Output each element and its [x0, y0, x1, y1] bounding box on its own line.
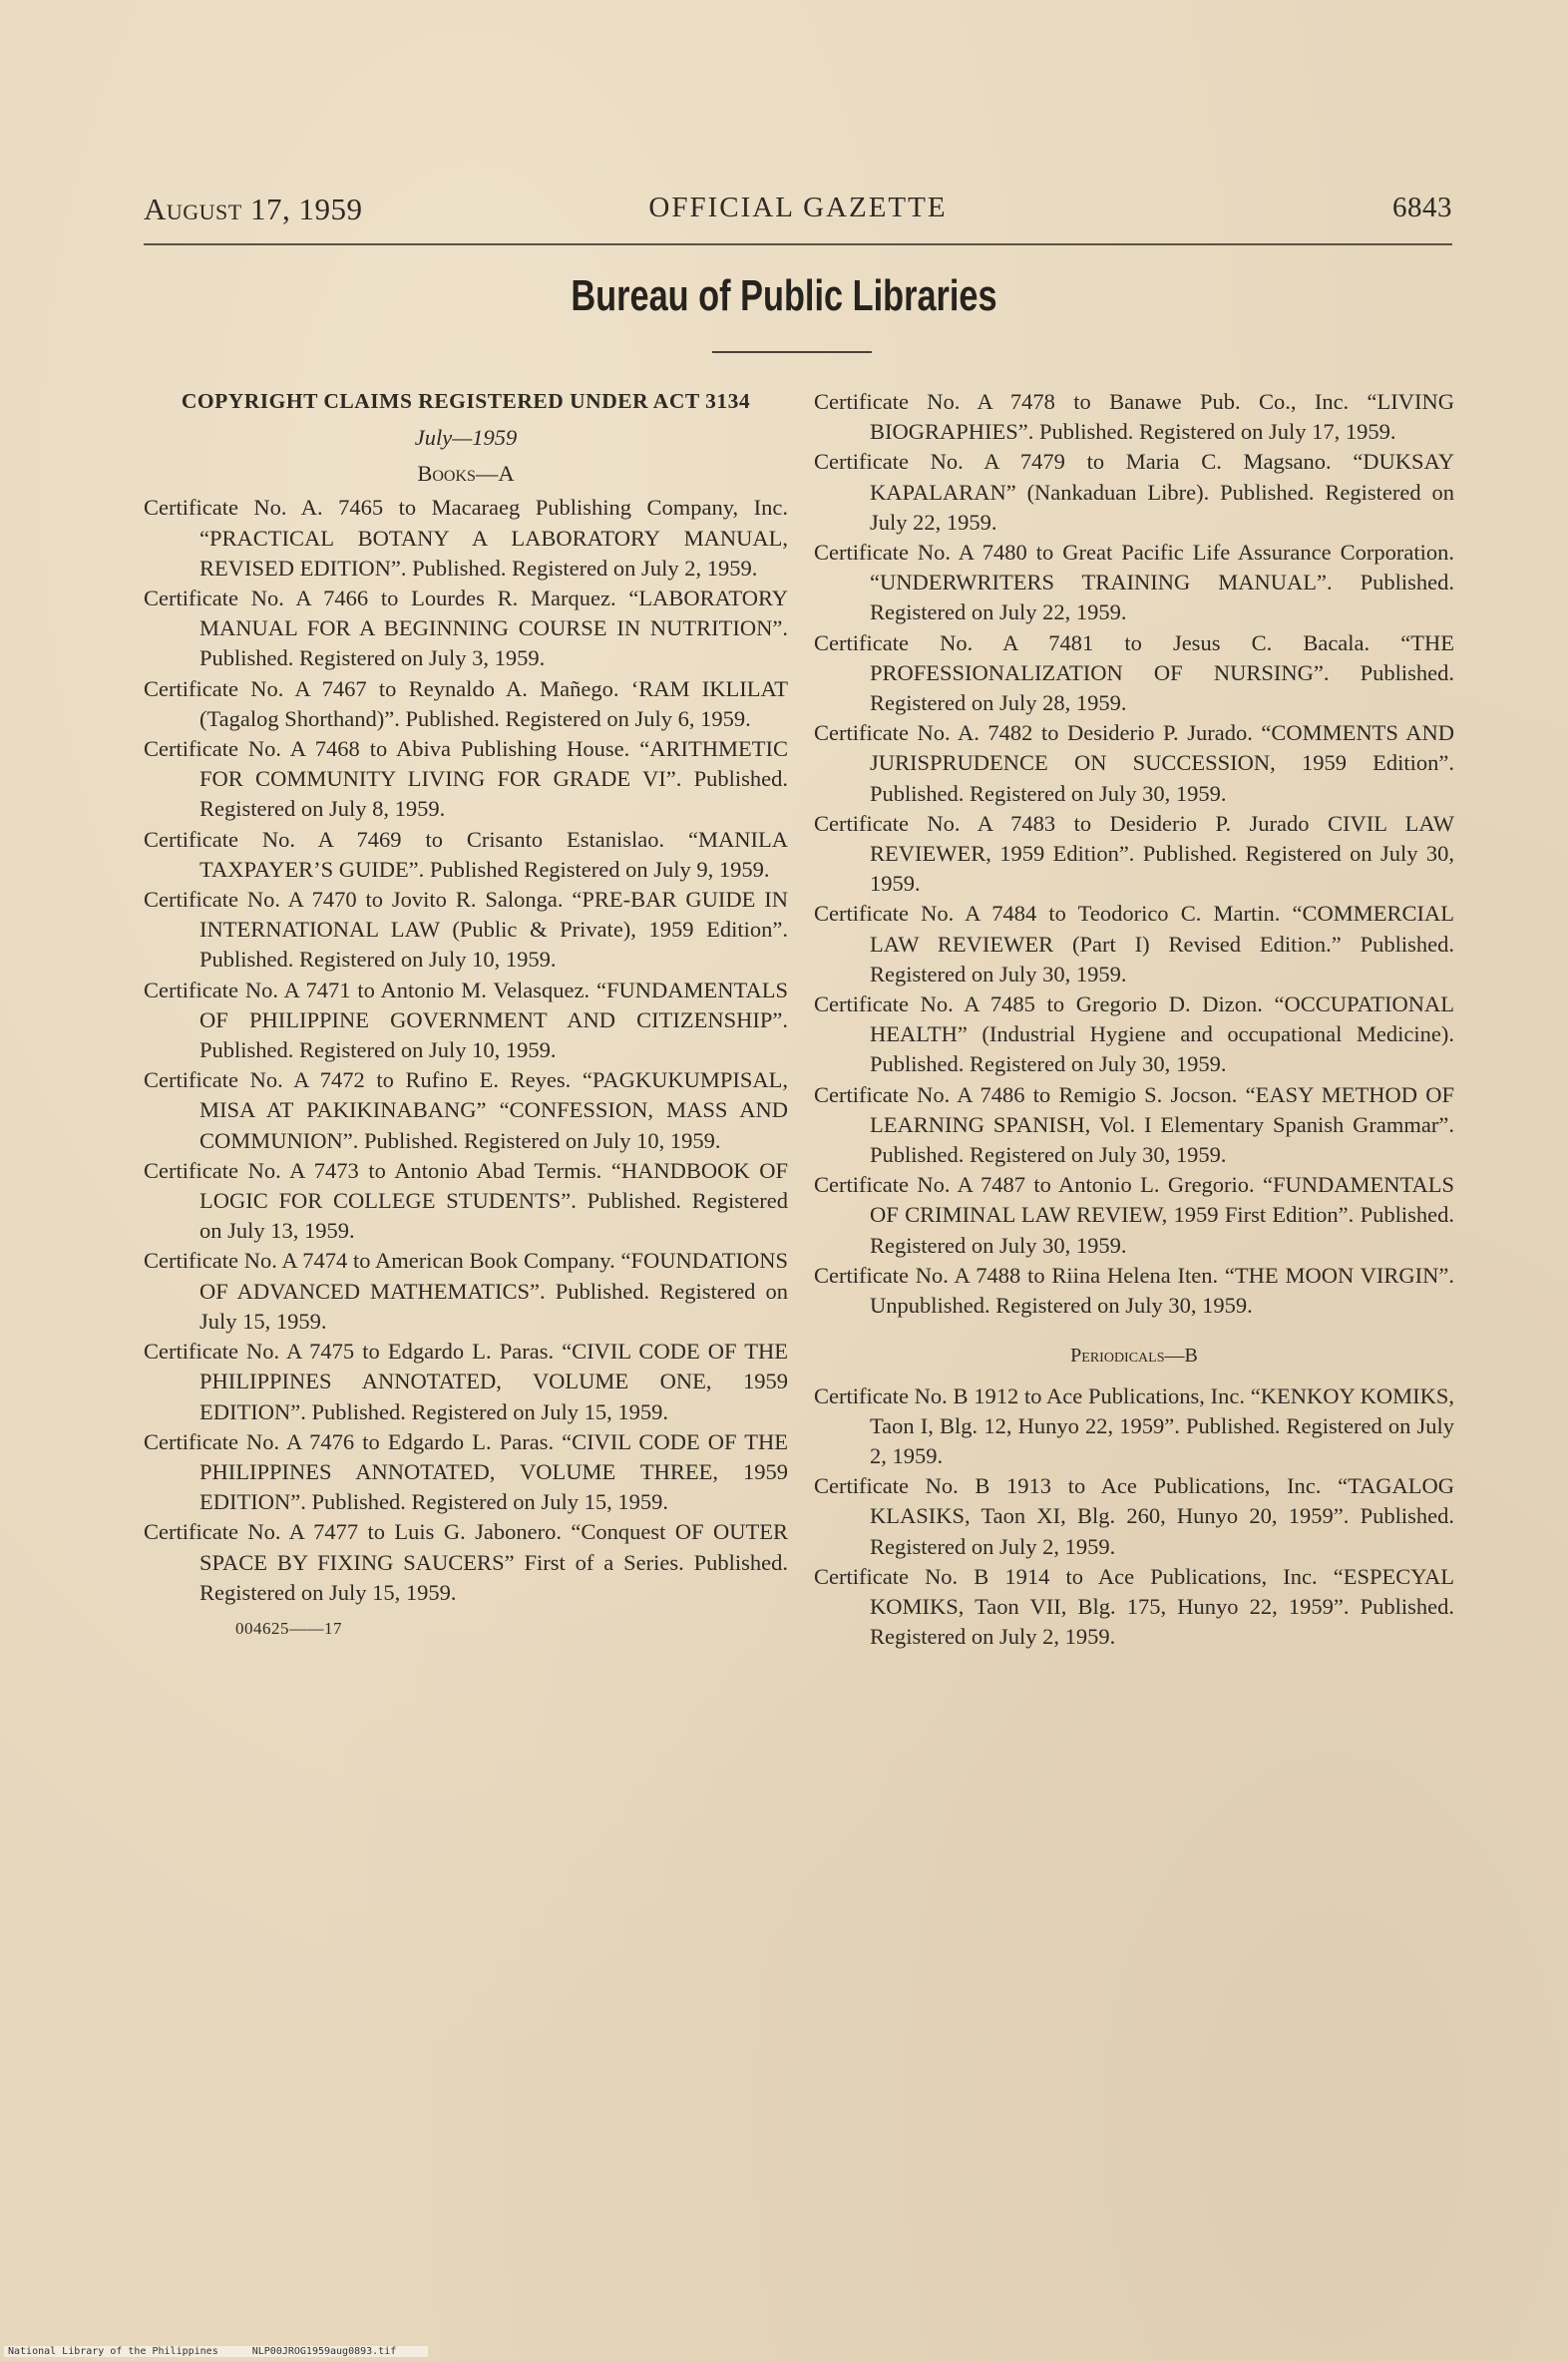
- certificate-entry: Certificate No. A 7481 to Jesus C. Bacala. “THE PROFESSIONALIZATION OF NURSING”. Published. Registered on July 28, 1959.: [814, 629, 1454, 716]
- certificate-entry: Certificate No. A 7466 to Lourdes R. Marquez. “LABORATORY MANUAL FOR A BEGINNING COURSE IN NUTRITION”. Published. Registered on July 3, 1959.: [144, 586, 788, 671]
- periodical-entry: Certificate No. B 1914 to Ace Publications, Inc. “ESPECYAL KOMIKS, Taon VII, Blg. 175, Hunyo 22, 1959”. Published. Registered on July 2, 1959.: [814, 1563, 1454, 1650]
- certificate-entry: Certificate No. A 7474 to American Book Company. “FOUNDATIONS OF ADVANCED MATHEMATICS”. Published. Registered on July 15, 1959.: [144, 1248, 788, 1334]
- certificate-entry: Certificate No. A 7483 to Desiderio P. Jurado CIVIL LAW REVIEWER, 1959 Edition”. Published. Registered on July 30, 1959.: [814, 810, 1454, 897]
- periodicals-heading: Periodicals—B: [1070, 1345, 1198, 1368]
- certificate-entry: Certificate No. A 7479 to Maria C. Magsano. “DUKSAY KAPALARAN” (Nankaduan Libre). Published. Registered on July 22, 1959.: [814, 449, 1454, 535]
- certificate-entry: Certificate No. A 7470 to Jovito R. Salonga. “PRE-BAR GUIDE IN INTERNATIONAL LAW (Public & Private), 1959 Edition”. Published. Registered on July 10, 1959.: [144, 887, 788, 973]
- certificate-entry: Certificate No. A 7478 to Banawe Pub. Co., Inc. “LIVING BIOGRAPHIES”. Published. Registered on July 17, 1959.: [814, 389, 1454, 445]
- certificate-entry: Certificate No. A 7468 to Abiva Publishing House. “ARITHMETIC FOR COMMUNITY LIVING FOR GRADE VI”. Published. Registered on July 8, 1959.: [144, 736, 788, 822]
- certificate-entry: Certificate No. A 7473 to Antonio Abad Termis. “HANDBOOK OF LOGIC FOR COLLEGE STUDENTS”. Published. Registered on July 13, 1959.: [144, 1157, 788, 1244]
- certificate-entry: Certificate No. A 7469 to Crisanto Estanislao. “MANILA TAXPAYER’S GUIDE”. Published Registered on July 9, 1959.: [144, 826, 788, 882]
- title-rule: [712, 351, 872, 353]
- header-rule: [144, 243, 1452, 245]
- certificate-entry: Certificate No. A 7472 to Rufino E. Reyes. “PAGKUKUMPISAL, MISA AT PAKIKINABANG” “CONFESSION, MASS AND COMMUNION”. Published. Registered on July 10, 1959.: [144, 1067, 788, 1153]
- scan-library: National Library of the Philippines: [8, 2346, 218, 2357]
- certificate-entry: Certificate No. A 7486 to Remigio S. Jocson. “EASY METHOD OF LEARNING SPANISH, Vol. I Elementary Spanish Grammar”. Published. Registered on July 30, 1959.: [814, 1081, 1454, 1168]
- periodical-entry: Certificate No. B 1912 to Ace Publications, Inc. “KENKOY KOMIKS, Taon I, Blg. 12, Hunyo 22, 1959”. Published. Registered on July 2, 1959.: [814, 1382, 1454, 1468]
- left-column: [144, 387, 788, 1644]
- certificate-entry: Certificate No. A 7488 to Riina Helena Iten. “THE MOON VIRGIN”. Unpublished. Registered on July 30, 1959.: [814, 1262, 1454, 1319]
- right-column: [814, 387, 1454, 1652]
- scan-file: NLP00JROG1959aug0893.tif: [251, 2346, 397, 2357]
- print-code: 004625——17: [235, 1618, 342, 1638]
- periodical-entry: Certificate No. B 1913 to Ace Publications, Inc. “TAGALOG KLASIKS, Taon XI, Blg. 260, Hunyo 20, 1959”. Published. Registered on July 2, 1959.: [814, 1473, 1454, 1559]
- certificate-entry: Certificate No. A. 7482 to Desiderio P. Jurado. “COMMENTS AND JURISPRUDENCE ON SUCCESSION, 1959 Edition”. Published. Registered on July 30, 1959.: [814, 720, 1454, 806]
- publication-title: OFFICIAL GAZETTE: [648, 192, 948, 223]
- certificate-entry: Certificate No. A 7475 to Edgardo L. Paras. “CIVIL CODE OF THE PHILIPPINES ANNOTATED, VOLUME ONE, 1959 EDITION”. Published. Registered on July 15, 1959.: [144, 1339, 788, 1424]
- section-subheading: July—1959: [414, 425, 518, 450]
- certificate-entry: Certificate No. A. 7465 to Macaraeg Publishing Company, Inc. “PRACTICAL BOTANY A LABORATORY MANUAL, REVISED EDITION”. Published. Registered on July 2, 1959.: [144, 495, 788, 581]
- running-head: [144, 192, 1452, 231]
- certificate-entry: Certificate No. A 7471 to Antonio M. Velasquez. “FUNDAMENTALS OF PHILIPPINE GOVERNMENT AND CITIZENSHIP”. Published. Registered on July 10, 1959.: [144, 977, 788, 1063]
- issue-date: August 17, 1959: [144, 192, 363, 226]
- certificate-entry: Certificate No. A 7476 to Edgardo L. Paras. “CIVIL CODE OF THE PHILIPPINES ANNOTATED, VOLUME THREE, 1959 EDITION”. Published. Registered on July 15, 1959.: [144, 1428, 788, 1515]
- certificate-entry: Certificate No. A 7480 to Great Pacific Life Assurance Corporation. “UNDERWRITERS TRAINING MANUAL”. Published. Registered on July 22, 1959.: [814, 540, 1454, 625]
- books-heading: Books—A: [417, 461, 515, 487]
- bureau-title: Bureau of Public Libraries: [571, 271, 997, 320]
- certificate-entry: Certificate No. A 7484 to Teodorico C. Martin. “COMMERCIAL LAW REVIEWER (Part I) Revised Edition.” Published. Registered on July 30, 1959.: [814, 901, 1454, 986]
- certificate-entry: Certificate No. A 7487 to Antonio L. Gregorio. “FUNDAMENTALS OF CRIMINAL LAW REVIEW, 1959 First Edition”. Published. Registered on July 30, 1959.: [814, 1172, 1454, 1258]
- section-title: COPYRIGHT CLAIMS REGISTERED UNDER ACT 3134: [181, 389, 751, 413]
- certificate-entry: Certificate No. A 7477 to Luis G. Jabonero. “Conquest OF OUTER SPACE BY FIXING SAUCERS” First of a Series. Published. Registered on July 15, 1959.: [144, 1519, 788, 1605]
- page-number: 6843: [1392, 192, 1452, 223]
- certificate-entry: Certificate No. A 7467 to Reynaldo A. Mañego. ‘RAM IKLILAT (Tagalog Shorthand)”. Published. Registered on July 6, 1959.: [144, 675, 788, 731]
- certificate-entry: Certificate No. A 7485 to Gregorio D. Dizon. “OCCUPATIONAL HEALTH” (Industrial Hygiene and occupational Medicine). Published. Registered on July 30, 1959.: [814, 991, 1454, 1077]
- scan-footer: [4, 2346, 428, 2357]
